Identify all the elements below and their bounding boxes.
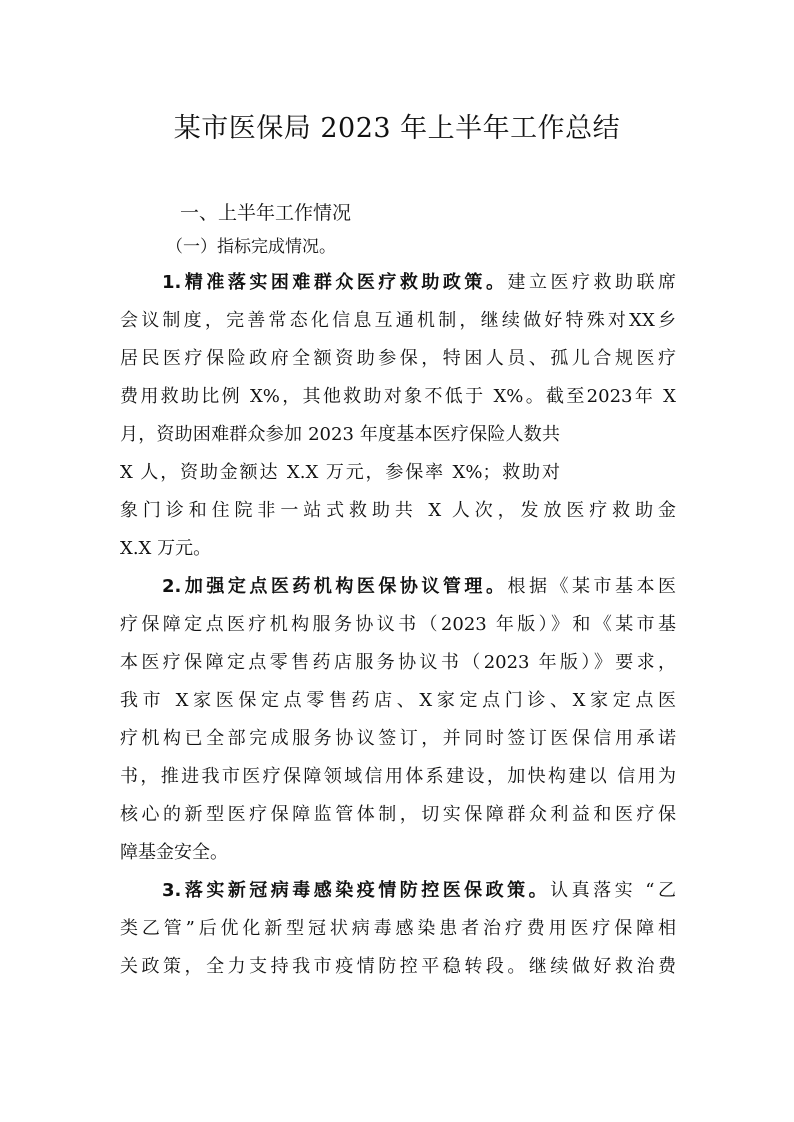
paragraph-1-line: X 人，资助金额达 X.X 万元，参保率 X%；救助对 xyxy=(120,462,560,483)
paragraph-3-line: 类乙管”后优化新型冠状病毒感染患者治疗费用医疗保障相 xyxy=(120,918,676,939)
document-title: 某市医保局 2023 年上半年工作总结 xyxy=(173,113,621,144)
paragraph-3-line: 关政策，全力支持我市疫情防控平稳转段。继续做好救治费 xyxy=(120,956,676,977)
paragraph-1-line: 居民医疗保险政府全额资助参保，特困人员、孤儿合规医疗 xyxy=(120,348,676,369)
paragraph-2-line: 2.加强定点医药机构医保协议管理。根据《某市基本医 xyxy=(162,576,676,597)
paragraph-1-line: 费用救助比例 X%，其他救助对象不低于 X%。截至2023年 X xyxy=(120,386,676,407)
section-heading: 一、上半年工作情况 xyxy=(180,202,352,224)
paragraph-2-line: 我市 X家医保定点零售药店、X家定点门诊、X家定点医 xyxy=(120,690,676,711)
paragraph-2-line: 疗机构已全部完成服务协议签订，并同时签订医保信用承诺 xyxy=(120,728,676,749)
paragraph-1-line: X.X 万元。 xyxy=(120,538,212,559)
paragraph-2-line: 本医疗保障定点零售药店服务协议书（2023 年版）》要求， xyxy=(120,652,676,673)
paragraph-2-line: 核心的新型医疗保障监管体制，切实保障群众利益和医疗保 xyxy=(120,804,676,825)
paragraph-1-lead: 1.精准落实困难群众医疗救助政策。 xyxy=(162,272,508,293)
paragraph-1-line: 会议制度，完善常态化信息互通机制，继续做好特殊对XX乡 xyxy=(120,310,676,331)
paragraph-1-line: 1.精准落实困难群众医疗救助政策。建立医疗救助联席 xyxy=(162,272,676,293)
paragraph-2-line: 书，推进我市医疗保障领域信用体系建设，加快构建以 信用为 xyxy=(120,766,676,787)
paragraph-1-line: 月，资助困难群众参加 2023 年度基本医疗保险人数共 xyxy=(120,424,560,445)
paragraph-1-line: 象门诊和住院非一站式救助共 X 人次，发放医疗救助金 xyxy=(120,500,676,521)
paragraph-2-line: 障基金安全。 xyxy=(120,842,228,863)
paragraph-3-line: 3.落实新冠病毒感染疫情防控医保政策。认真落实 “乙 xyxy=(162,880,676,901)
subsection-heading: （一）指标完成情况。 xyxy=(166,237,336,257)
paragraph-3-lead: 3.落实新冠病毒感染疫情防控医保政策。 xyxy=(162,880,551,901)
paragraph-2-line: 疗保障定点医疗机构服务协议书（2023 年版）》和《某市基 xyxy=(120,614,676,635)
paragraph-2-lead: 2.加强定点医药机构医保协议管理。 xyxy=(162,576,508,597)
